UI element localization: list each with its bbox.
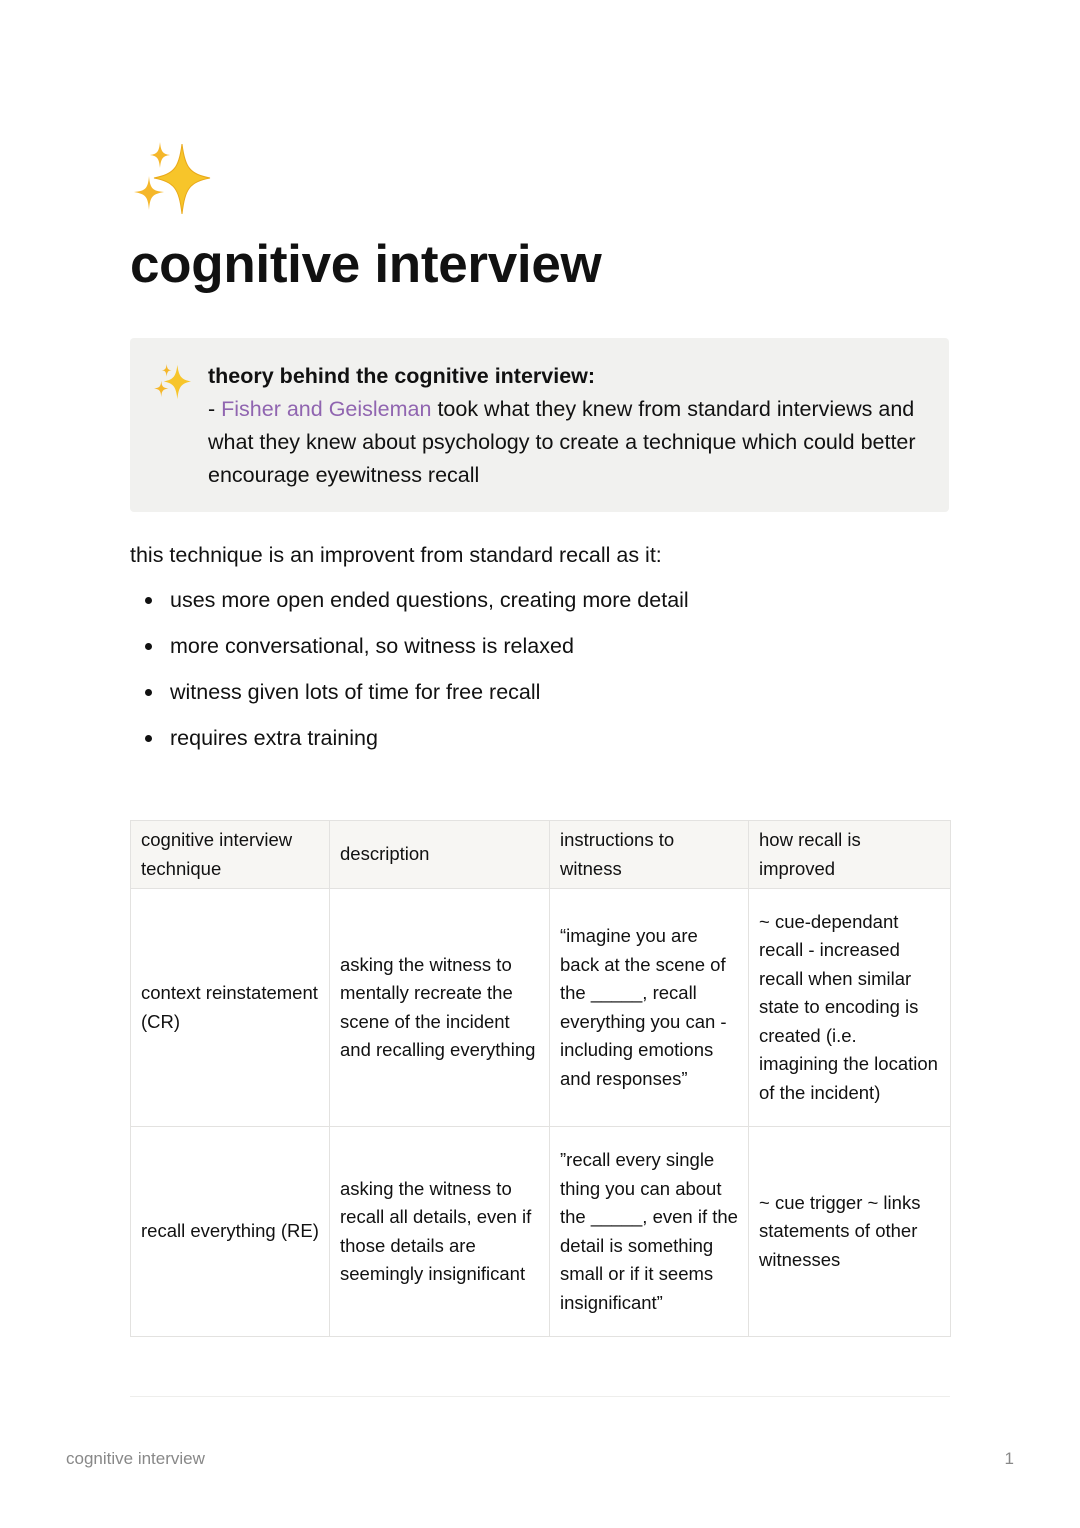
list-item: uses more open ended questions, creating more detail bbox=[130, 584, 689, 630]
table-cell: “imagine you are back at the scene of the _____, recall everything you can - including emotions and responses” bbox=[550, 889, 749, 1127]
sparkles-icon bbox=[130, 140, 212, 218]
table-header-row bbox=[131, 821, 951, 889]
divider bbox=[130, 1396, 950, 1397]
table-cell: ~ cue trigger ~ links statements of other witnesses bbox=[749, 1127, 951, 1337]
list-item: witness given lots of time for free recall bbox=[130, 676, 689, 722]
table-cell: ~ cue-dependant recall - increased recall when similar state to encoding is created (i.e. imagining the location of the incident) bbox=[749, 889, 951, 1127]
table-cell: context reinstatement (CR) bbox=[131, 889, 330, 1127]
intro-text: this technique is an improvent from standard recall as it: bbox=[130, 543, 662, 567]
callout-body-text: took what they knew from standard interviews and what they knew about psychology to create a technique which could better encourage eyewitness recall bbox=[208, 397, 916, 487]
table-row bbox=[131, 889, 951, 1127]
footer-title: cognitive interview bbox=[66, 1449, 205, 1468]
techniques-table bbox=[130, 820, 951, 1337]
table-cell: ”recall every single thing you can about the _____, even if the detail is something small or if it seems insignificant” bbox=[550, 1127, 749, 1337]
table-cell: recall everything (RE) bbox=[131, 1127, 330, 1337]
bullet-list bbox=[130, 584, 689, 768]
page-title: cognitive interview bbox=[130, 235, 602, 294]
column-header: how recall is improved bbox=[749, 821, 951, 889]
page-number: 1 bbox=[1004, 1449, 1014, 1468]
callout-text bbox=[208, 360, 938, 492]
column-header: cognitive interview technique bbox=[131, 821, 330, 889]
column-header: instructions to witness bbox=[550, 821, 749, 889]
callout-prefix: - bbox=[208, 397, 222, 421]
fisher-geisleman-link[interactable]: Fisher and Geisleman bbox=[221, 397, 432, 421]
column-header: description bbox=[330, 821, 550, 889]
sparkles-icon bbox=[152, 362, 192, 402]
list-item: more conversational, so witness is relaxed bbox=[130, 630, 689, 676]
list-item: requires extra training bbox=[130, 722, 689, 768]
table-row bbox=[131, 1127, 951, 1337]
callout-heading: theory behind the cognitive interview: bbox=[208, 364, 596, 388]
callout-block bbox=[130, 338, 949, 512]
table-cell: asking the witness to mentally recreate the scene of the incident and recalling everything bbox=[330, 889, 550, 1127]
table-cell: asking the witness to recall all details, even if those details are seemingly insignificant bbox=[330, 1127, 550, 1337]
